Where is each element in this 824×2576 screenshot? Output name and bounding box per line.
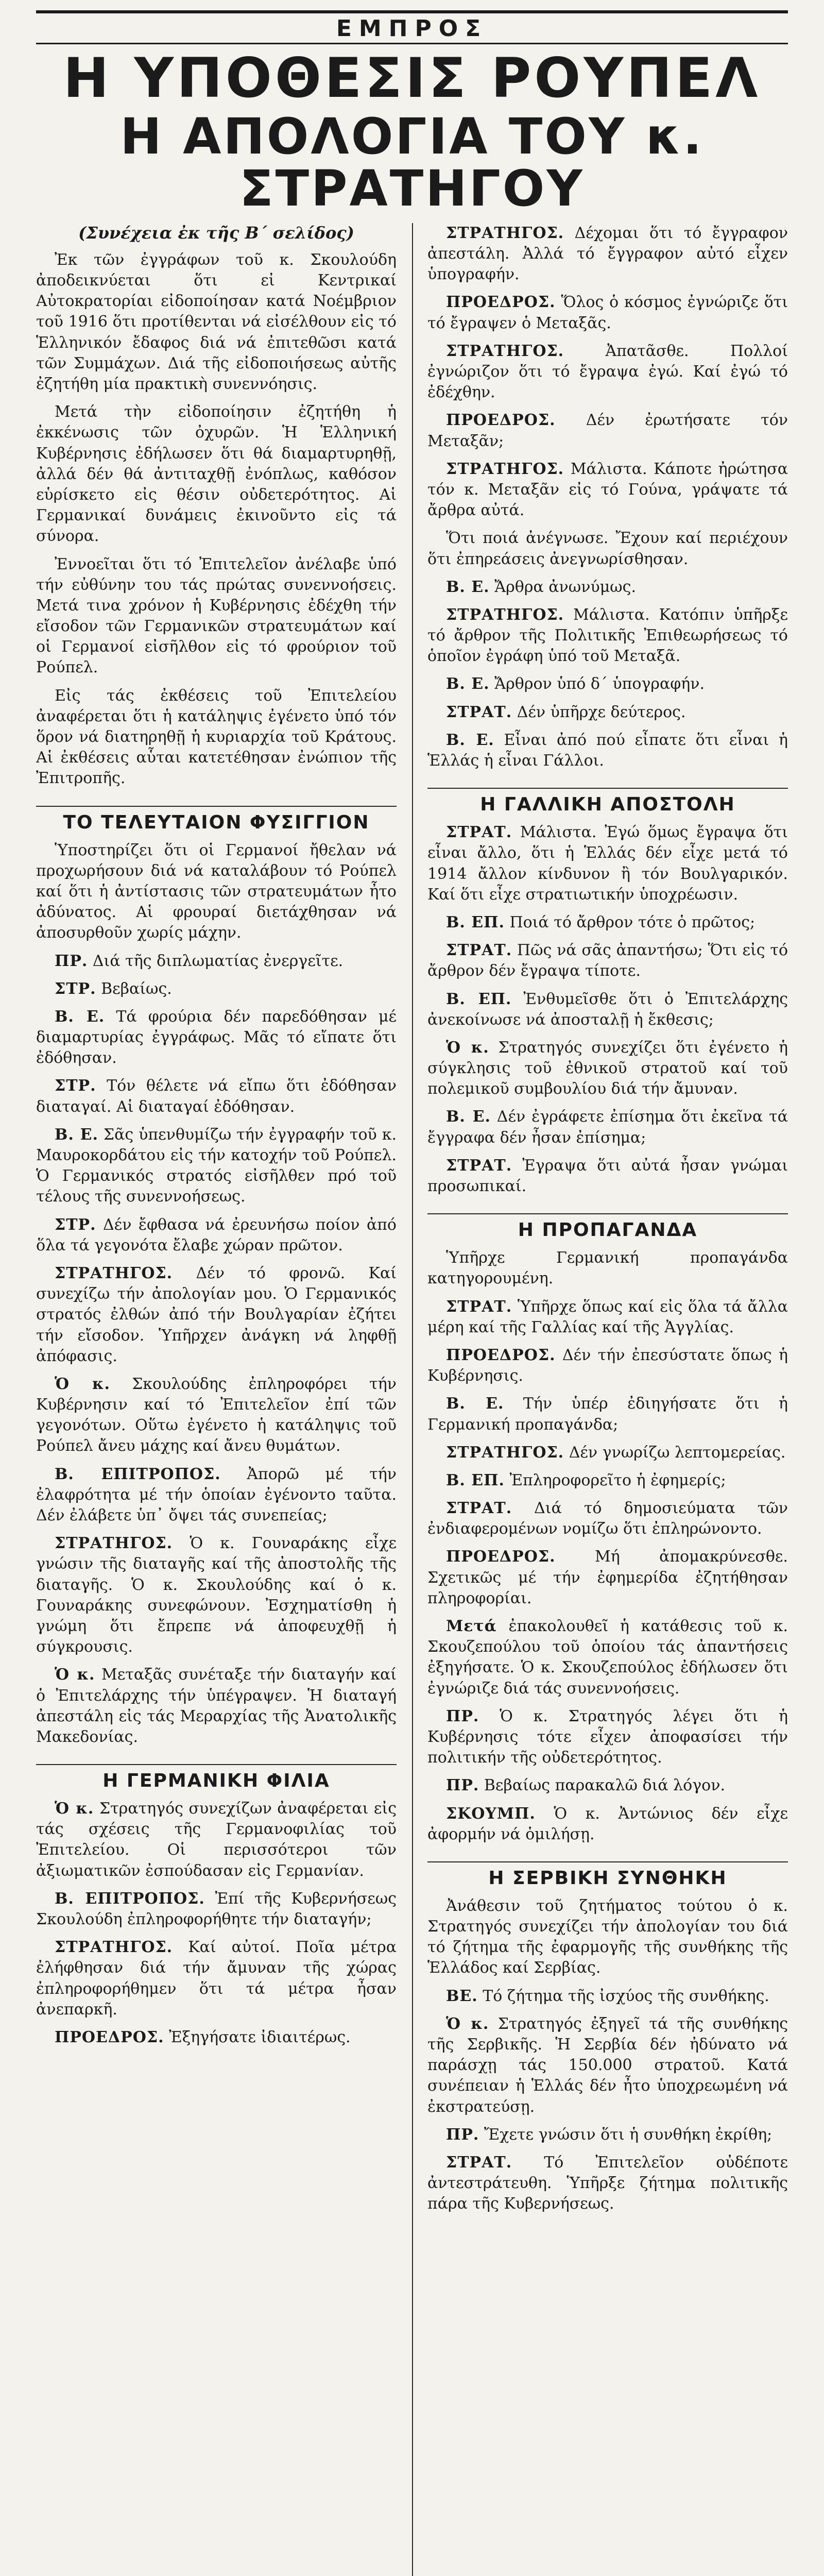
speaker-label: ΠΡΟΕΔΡΟΣ.	[446, 1346, 556, 1364]
paragraph-text: Βεβαίως.	[101, 979, 172, 998]
paragraph-text: Ἔχετε γνώσιν ὅτι ἡ συνθήκη ἐκρίθη;	[484, 2125, 772, 2144]
paragraph	[36, 1215, 397, 1256]
paragraph-text: Ἐπί τῆς Κυβερνήσεως Σκουλούδη ἐπληροφορήθητε τήν διαταγήν;	[36, 1889, 397, 1929]
paragraph	[427, 1038, 788, 1100]
paragraph	[427, 605, 788, 667]
speaker-label: Ὁ κ.	[55, 1666, 95, 1684]
speaker-label: Β. Ε.	[55, 1125, 98, 1144]
paragraph	[427, 1470, 788, 1491]
right-body-2	[427, 822, 788, 1204]
paragraph	[427, 1107, 788, 1148]
paragraph	[427, 459, 788, 521]
speaker-label: Ὁ κ.	[55, 1375, 110, 1393]
speaker-label: ΣΤΡΑΤΗΓΟΣ.	[55, 1534, 173, 1553]
paragraph-text: Δέν ἔφθασα νά ἐρευνήσω ποίον ἀπό ὅλα τά γεγονότα ἔλαβε χώραν πρῶτον.	[36, 1215, 397, 1255]
speaker-label: ΣΤΡΑΤ.	[446, 1499, 512, 1518]
paragraph	[36, 1464, 397, 1527]
paragraph-text: Ὅτι ποιά ἀνέγνωσε. Ἔχουν καί περιέχουν ὅτι ἐπηρεάσεις ἀνεγνωρίσθησαν.	[427, 529, 788, 568]
speaker-label: ΣΤΡΑΤΗΓΟΣ.	[55, 1938, 173, 1957]
speaker-label: ΣΚΟΥΜΠ.	[446, 1804, 536, 1823]
paragraph-text: Ὑποστηρίζει ὅτι οἱ Γερμανοί ἤθελαν νά προχωρήσουν διά νά καταλάβουν τό Ρούπελ καί ὅτι ἡ ἀντίστασις τῶν στρατευμάτων ἦτο ἀδύνατος. Αἱ φρουραί διετάχθησαν νά ἀποσυρθοῦν χωρίς μάχην.	[36, 841, 397, 942]
headline: Η ΥΠΟΘΕΣΙΣ ΡΟΥΠΕΛ	[63, 46, 761, 110]
paragraph-text: Ἀπατᾶσθε. Πολλοί ἐγνώριζον ὅτι τό ἔγραψα ἐγώ. Καί ἐγώ τό ἐδέχθην.	[427, 342, 788, 402]
right-column	[412, 223, 788, 2576]
paragraph	[427, 1345, 788, 1386]
paragraph	[427, 1297, 788, 1338]
speaker-label: ΣΤΡΑΤ.	[446, 941, 512, 960]
paragraph-text: Τό Ἐπιτελεῖον οὐδέποτε ἀντεστράτευθη. Ὑπῆρξε ζήτημα πολιτικῆς πάρα τῆς Κυβερνήσεως.	[427, 2153, 788, 2213]
paragraph-text: Τόν θέλετε νά εἴπω ὅτι ἐδόθησαν διαταγαί. Αἱ διαταγαί ἐδόθησαν.	[36, 1077, 397, 1116]
paragraph-text: Διά τῆς διπλωματίας ἐνεργεῖτε.	[92, 952, 344, 970]
paragraph-text: Ἄρθρον ὑπό δ΄ ὑπογραφήν.	[494, 675, 705, 693]
speaker-label: Β. ΕΠ.	[446, 1471, 505, 1489]
paragraph-text: Στρατηγός συνεχίζει ὅτι ἐγένετο ἡ σύγκλησις τοῦ ἐθνικοῦ στρατοῦ καί τοῦ πολεμικοῦ συμβουλίου διά τήν ἄμυναν.	[427, 1038, 788, 1098]
paragraph	[427, 528, 788, 569]
speaker-label: ΠΡΟΕΔΡΟΣ.	[55, 2028, 164, 2046]
speaker-label: ΣΤΡΑΤ.	[446, 2153, 512, 2172]
paragraph	[427, 702, 788, 723]
paragraph-text: Σᾶς ὑπενθυμίζω τήν ἐγγραφήν τοῦ κ. Μαυροκορδάτου εἰς τήν κατοχήν τοῦ Ρούπελ. Ὁ Γερμανικός στρατός εἰσῆλθεν πρό τοῦ τέλους τῆς συνεννοήσεως.	[36, 1125, 397, 1206]
speaker-label: ΠΡΟΕΔΡΟΣ.	[446, 411, 556, 430]
paragraph	[36, 1799, 397, 1882]
paragraph	[427, 1248, 788, 1289]
paragraph	[427, 912, 788, 933]
paragraph	[427, 292, 788, 333]
section-heading-serbian-treaty: Η ΣΕΡΒΙΚΗ ΣΥΝΘΗΚΗ	[427, 1861, 788, 1889]
speaker-label: ΠΡΟΕΔΡΟΣ.	[446, 293, 556, 312]
speaker-label: Μετά	[446, 1617, 497, 1636]
paragraph	[36, 1125, 397, 1208]
speaker-label: ΣΤΡ.	[55, 1077, 96, 1095]
paragraph-text: Δέν ἐρωτήσατε τόν Μεταξᾶν;	[427, 411, 788, 450]
paragraph	[427, 730, 788, 771]
paragraph	[36, 1937, 397, 2020]
left-body-2	[36, 840, 397, 1755]
paragraph	[36, 840, 397, 944]
section-heading-german-friendship: Η ΓΕΡΜΑΝΙΚΗ ΦΙΛΙΑ	[36, 1764, 397, 1791]
paragraph	[427, 341, 788, 403]
speaker-label: Ὁ κ.	[55, 1800, 94, 1818]
paragraph-text: Ὑπῆρχε ὅπως καί εἰς ὅλα τά ἄλλα μέρη καί τῆς Γαλλίας καί τῆς Ἀγγλίας.	[427, 1297, 788, 1336]
speaker-label: ΣΤΡΑΤ.	[446, 1156, 512, 1175]
paragraph	[427, 1498, 788, 1539]
paragraph-text: Τό ζήτημα τῆς ἰσχύος τῆς συνθήκης.	[483, 1987, 769, 2005]
paragraph	[427, 940, 788, 981]
paragraph-text: Ἀπορῶ μέ τήν ἐλαφρότητα μέ τήν ὁποίαν ἐγένοντο ταῦτα. Δέν ἐλάβετε ὑπ᾽ ὄψει τάς συνεπείας;	[36, 1465, 397, 1525]
left-body-3	[36, 1799, 397, 2055]
paragraph-text: Ἐγραψα ὅτι αὐτά ἦσαν γνώμαι προσωπικαί.	[427, 1156, 788, 1196]
speaker-label: Ὁ κ.	[446, 1038, 489, 1057]
paragraph	[36, 951, 397, 972]
paragraph	[36, 1263, 397, 1367]
paragraph-text: ἐπακολουθεῖ ἡ κατάθεσις τοῦ κ. Σκουζεπούλου τοῦ ὁποίου τάς ἀπαντήσεις ἐξηγήσατε. Ὁ κ. Σκουζεπούλος ἐδήλωσεν ὅτι ἐγνώριζε διά τάς συνεννοήσεις.	[427, 1617, 788, 1698]
paragraph-text: Δέν τήν ἐπεσύστατε ὅπως ἡ Κυβέρνησις.	[427, 1346, 788, 1385]
paragraph-text: Σκουλούδης ἐπληροφόρει τήν Κυβέρνησιν καί τό Ἐπιτελεῖον ἐπί τῶν γεγονότων. Οὕτω ἐγένετο ἡ κατάληψις τοῦ Ρούπελ ἄνευ μάχης καί ἄνευ θυμάτων.	[36, 1375, 397, 1455]
speaker-label: ΣΤΡΑΤΗΓΟΣ.	[446, 605, 564, 624]
paragraph-text: Δέν τό φρονῶ. Καί συνεχίζω τήν ἀπολογίαν μου. Ὁ Γερμανικός στρατός ἐλθών ἀπό τήν Βουλγαρίαν ἐζήτει τήν εἴσοδον. Ὑπῆρχεν ἀνάγκη νά ληφθῇ ἀπόφασις.	[36, 1264, 397, 1365]
paragraph-text: Στρατηγός συνεχίζων ἀναφέρεται εἰς τάς σχέσεις τῆς Γερμανοφιλίας τοῦ Ἐπιτελείου. Οἱ περισσότεροι τῶν ἀξιωματικῶν ἐσπούδασαν εἰς Γερμανίαν.	[36, 1800, 397, 1880]
paragraph	[427, 1156, 788, 1197]
paragraph	[427, 410, 788, 451]
paragraph	[36, 1533, 397, 1657]
left-body	[36, 250, 397, 796]
paragraph	[36, 1889, 397, 1930]
paragraph-text: Ἐπληροφορεῖτο ἡ ἐφημερίς;	[509, 1471, 726, 1489]
section-heading-last-cartridge: ΤΟ ΤΕΛΕΥΤΑΙΟΝ ΦΥΣΙΓΓΙΟΝ	[36, 806, 397, 833]
section-heading-propaganda: Η ΠΡΟΠΑΓΑΝΔΑ	[427, 1213, 788, 1241]
paragraph	[427, 2153, 788, 2215]
paragraph	[36, 250, 397, 395]
paragraph-text: Στρατηγός ἐξηγεῖ τά τῆς συνθήκης τῆς Σερβικῆς. Ἡ Σερβία δέν ἠδύνατο νά παράσχῃ τάς 150.000 στρατοῦ. Κατά συνέπειαν ἡ Ἑλλάς δέν ἦτο ὑποχρεωμένη νά ἐκστρατεύσῃ.	[427, 2014, 788, 2116]
paragraph-text: Εἰς τάς ἐκθέσεις τοῦ Ἐπιτελείου ἀναφέρεται ὅτι ἡ κατάληψις ἐγένετο ὑπό τόν ὅρον νά διατηρηθῇ ἡ κυριαρχία τοῦ Κράτους. Αἱ ἐκθέσεις αὗται κατετέθησαν ἐνώπιον τῆς Ἐπιτροπῆς.	[36, 686, 397, 788]
speaker-label: ΣΤΡΑΤΗΓΟΣ.	[446, 224, 564, 242]
paragraph	[36, 1076, 397, 1117]
paragraph	[36, 402, 397, 547]
speaker-label: ΣΤΡΑΤ.	[446, 1297, 512, 1316]
speaker-label: Β. ΕΠ.	[446, 990, 512, 1008]
speaker-label: Β. ΕΠΙΤΡΟΠΟΣ.	[55, 1465, 221, 1483]
paragraph	[427, 2125, 788, 2145]
paragraph-text: Τήν ὑπέρ ἐδιηγήσατε ὅτι ἡ Γερμανική προπαγάνδα;	[427, 1395, 788, 1434]
paragraph	[36, 979, 397, 999]
masthead: ΕΜΠΡΟΣ	[36, 10, 788, 44]
paragraph	[427, 674, 788, 694]
continuation-note: (Συνέχεια ἐκ τῆς Β΄ σελίδος)	[78, 223, 354, 243]
speaker-label: ΣΤΡΑΤΗΓΟΣ.	[446, 342, 564, 360]
speaker-label: Β. ΕΠ.	[446, 913, 505, 931]
speaker-label: Β. Ε.	[446, 675, 490, 693]
paragraph	[427, 1443, 788, 1463]
paragraph-text: Ποιά τό ἄρθρον τότε ὁ πρῶτος;	[509, 913, 756, 931]
paragraph	[36, 554, 397, 679]
paragraph	[36, 686, 397, 789]
paragraph-text: Ὁ κ. Γουναράκης εἶχε γνώσιν τῆς διαταγῆς καί τῆς ἀποστολῆς τῆς διαταγῆς. Ὁ κ. Σκουλούδης καί ὁ κ. Γουναράκης συνεφώνουν. Ἐσχηματίσθη ἡ γνώμη ὅτι ἔπρεπε νά ἀποφευχθῇ ἡ σύγκρουσις.	[36, 1534, 397, 1656]
paragraph	[427, 1775, 788, 1796]
paragraph	[427, 223, 788, 285]
paragraph	[427, 1706, 788, 1769]
speaker-label: ΣΤΡΑΤΗΓΟΣ.	[446, 460, 564, 478]
paragraph	[427, 1616, 788, 1699]
right-body-4	[427, 1896, 788, 2222]
speaker-label: Β. Ε.	[55, 1007, 105, 1026]
paragraph-text: Πῶς νά σᾶς ἀπαντήσω; Ὅτι εἰς τό ἄρθρον δέν ἔγραψα τίποτε.	[427, 941, 788, 980]
paragraph-text: Ὁ κ. Στρατηγός λέγει ὅτι ἡ Κυβέρνησις τότε εἶχεν ἀποφασίσει τήν πολιτικήν τῆς οὐδετερότητος.	[427, 1707, 788, 1767]
paragraph-text: Μεταξᾶς συνέταξε τήν διαταγήν καί ὁ Ἐπιτελάρχης τήν ὑπέγραψεν. Ἡ διαταγή ἀπεστάλη εἰς τάς Μεραρχίας τῆς Ἀνατολικῆς Μακεδονίας.	[36, 1666, 397, 1746]
paragraph-text: Τά φρούρια δέν παρεδόθησαν μέ διαμαρτυρίας ἐγγράφως. Μᾶς τό εἴπατε ὅτι ἐδόθησαν.	[36, 1007, 397, 1067]
paragraph	[427, 989, 788, 1030]
speaker-label: ΣΤΡ.	[55, 979, 96, 998]
paragraph	[427, 1547, 788, 1609]
article-columns	[36, 223, 788, 2576]
paragraph-text: Ἐξηγήσατε ἰδιαιτέρως.	[169, 2028, 351, 2046]
paragraph	[36, 1374, 397, 1457]
paragraph-text: Ἀνάθεσιν τοῦ ζητήματος τούτου ὁ κ. Στρατηγός συνεχίζει τήν ἀπολογίαν του διά τό ζήτημα τῆς ἐφαρμογῆς τῆς συνθήκης τῆς Ἑλλάδος καί Σερβίας.	[427, 1896, 788, 1977]
paragraph-text: Δέν ἐγράφετε ἐπίσημα ὅτι ἐκεῖνα τά ἔγγραφα δέν ἦσαν ἐπίσημα;	[427, 1108, 788, 1147]
speaker-label: ΠΡ.	[55, 952, 88, 970]
paragraph-text: Ἐννοεῖται ὅτι τό Ἐπιτελεῖον ἀνέλαβε ὑπό τήν εὐθύνην του τάς πρώτας συνεννοήσεις. Μετά τινα χρόνον ἡ Κυβέρνησις ἐδέχθη τήν εἴσοδον τῶν Γερμανικῶν στρατευμάτων καί οἱ Γερμανοί εἰσῆλθον εἰς τό φρούριον τοῦ Ρούπελ.	[36, 555, 397, 677]
speaker-label: ΣΤΡ.	[55, 1215, 96, 1234]
speaker-label: ΣΤΡΑΤΗΓΟΣ.	[55, 1264, 173, 1282]
paragraph-text: Ὅλος ὁ κόσμος ἐγνώριζε ὅτι τό ἔγραψεν ὁ Μεταξᾶς.	[427, 293, 788, 332]
paragraph-text: Δέν ὑπῆρχε δεύτερος.	[517, 703, 686, 721]
section-heading-french-mission: Η ΓΑΛΛΙΚΗ ΑΠΟΣΤΟΛΗ	[427, 788, 788, 815]
speaker-label: Ὁ κ.	[446, 2014, 489, 2033]
paragraph	[427, 2014, 788, 2117]
speaker-label: ΠΡ.	[446, 2125, 479, 2144]
paragraph-text: Ἐκ τῶν ἐγγράφων τοῦ κ. Σκουλούδη ἀποδεικνύεται ὅτι εἰ Κεντρικαί Αὐτοκρατορίαι εἰδοποίησαν κατά Νοέμβριον τοῦ 1916 ὅτι προτίθενται νά εἰσέλθουν εἰς τό Ἑλληνικόν ἔδαφος διά νά ἐπιτεθῶσι κατά τῶν Συμμάχων. Διά τῆς εἰδοποιήσεως αὐτῆς ἐζητήθη μία πρακτικὴ συνεννόησις.	[36, 250, 397, 394]
paragraph-text: Εἶναι ἀπό πού εἶπατε ὅτι εἶναι ἡ Ἑλλάς ἡ εἶναι Γάλλοι.	[427, 731, 788, 770]
paragraph	[427, 577, 788, 598]
paragraph-text: Καί αὐτοί. Ποῖα μέτρα ἐλήφθησαν διά τήν ἄμυναν τῆς χώρας ἐπληροφορήθημεν ὅτι τά μέτρα ἦσαν ἀνεπαρκῆ.	[36, 1938, 397, 2019]
paragraph-text: Μετά τὴν εἰδοποίησιν ἐζητήθη ἡ ἐκκένωσις τῶν ὀχυρῶν. Ἡ Ἑλληνική Κυβέρνησις ἐδήλωσεν ὅτι θά διαμαρτυρηθῇ, ἀλλά δέν θά ἀντιταχθῇ ἐνόπλως, καθόσον εὑρίσκετο εἰς θέσιν οὐδετερότητος. Αἱ Γερμανικαί δυνάμεις ἐκινοῦντο εἰς τά σύνορα.	[36, 403, 397, 546]
speaker-label: ΣΤΡΑΤΗΓΟΣ.	[446, 1443, 564, 1462]
speaker-label: ΠΡΟΕΔΡΟΣ.	[446, 1548, 556, 1566]
right-body-3	[427, 1248, 788, 1852]
speaker-label: Β. Ε.	[446, 1108, 491, 1126]
speaker-label: ΠΡ.	[446, 1776, 479, 1795]
paragraph-text: Ὑπῆρχε Γερμανική προπαγάνδα κατηγορουμένη.	[427, 1249, 788, 1288]
paragraph	[36, 1665, 397, 1748]
paragraph-text: Μάλιστα. Κάποτε ἠρώτησα τόν κ. Μεταξᾶν εἰς τό Γούνα, γράψατε τά ἄρθρα αὐτά.	[427, 460, 788, 520]
paragraph-text: Δέχομαι ὅτι τό ἔγγραφον ἀπεστάλη. Ἀλλά τό ἔγγραφον αὐτό εἶχεν ὑπογραφήν.	[427, 224, 788, 284]
paragraph-text: Ἄρθρα ἀνωνύμως.	[494, 578, 636, 596]
paragraph	[427, 1896, 788, 1979]
speaker-label: ΣΤΡΑΤ.	[446, 703, 512, 721]
paragraph-text: Δέν γνωρίζω λεπτομερείας.	[569, 1443, 786, 1462]
paragraph	[36, 1007, 397, 1069]
speaker-label: ΠΡ.	[446, 1707, 479, 1725]
paragraph-text: Μάλιστα. Κατόπιν ὑπῆρξε τό ἄρθρον τῆς Πολιτικῆς Ἐπιθεωρήσεως τό ὁποῖον ἐγράφη ὑπό τοῦ Μεταξᾶ.	[427, 605, 788, 666]
speaker-label: ΣΤΡΑΤ.	[446, 823, 512, 842]
speaker-label: Β. Ε.	[446, 578, 490, 596]
left-column	[36, 223, 397, 2576]
paragraph-text: Ὁ κ. Ἀντώνιος δέν εἶχε ἀφορμήν νά ὁμιλήσῃ.	[427, 1804, 788, 1843]
paragraph	[427, 1804, 788, 1845]
paragraph-text: Διά τό δημοσιεύματα τῶν ἐνδιαφερομένων νομίζω ὅτι ἐπληρώνοντο.	[427, 1499, 788, 1538]
speaker-label: Β. Ε.	[446, 731, 494, 749]
speaker-label: Β. ΕΠΙΤΡΟΠΟΣ.	[55, 1889, 205, 1908]
paragraph	[427, 1394, 788, 1435]
paragraph-text: Βεβαίως παρακαλῶ διά λόγον.	[484, 1776, 725, 1795]
speaker-label: Β. Ε.	[446, 1395, 504, 1413]
paragraph	[427, 822, 788, 905]
right-body	[427, 223, 788, 778]
paragraph-text: Μάλιστα. Ἐγώ ὅμως ἔγραψα ὅτι εἶναι ἄλλο, ὅτι ἡ Ἑλλάς δέν εἶχε μετά τό 1914 ἄλλον κίνδυνον ἢ τόν Βουλγαρικόν. Καί ὅτι εἶχε στρατιωτικήν ὑποχρέωσιν.	[427, 823, 788, 904]
subheadline: Η ΑΠΟΛΟΓΙΑ ΤΟΥ κ. ΣΤΡΑΤΗΓΟΥ	[120, 108, 704, 218]
paragraph-text: Μή ἀπομακρύνεσθε. Σχετικῶς μέ τήν ἐφημερίδα ἐζητήθησαν πληροφορίαι.	[427, 1548, 788, 1607]
paragraph	[36, 2027, 397, 2048]
speaker-label: ΒΕ.	[446, 1987, 478, 2005]
paragraph-text: Ἐνθυμεῖσθε ὅτι ὁ Ἐπιτελάρχης ἀνεκοίνωσε νά ἀποσταλῇ ἡ ἔκθεσις;	[427, 990, 788, 1029]
paragraph	[427, 1986, 788, 2007]
